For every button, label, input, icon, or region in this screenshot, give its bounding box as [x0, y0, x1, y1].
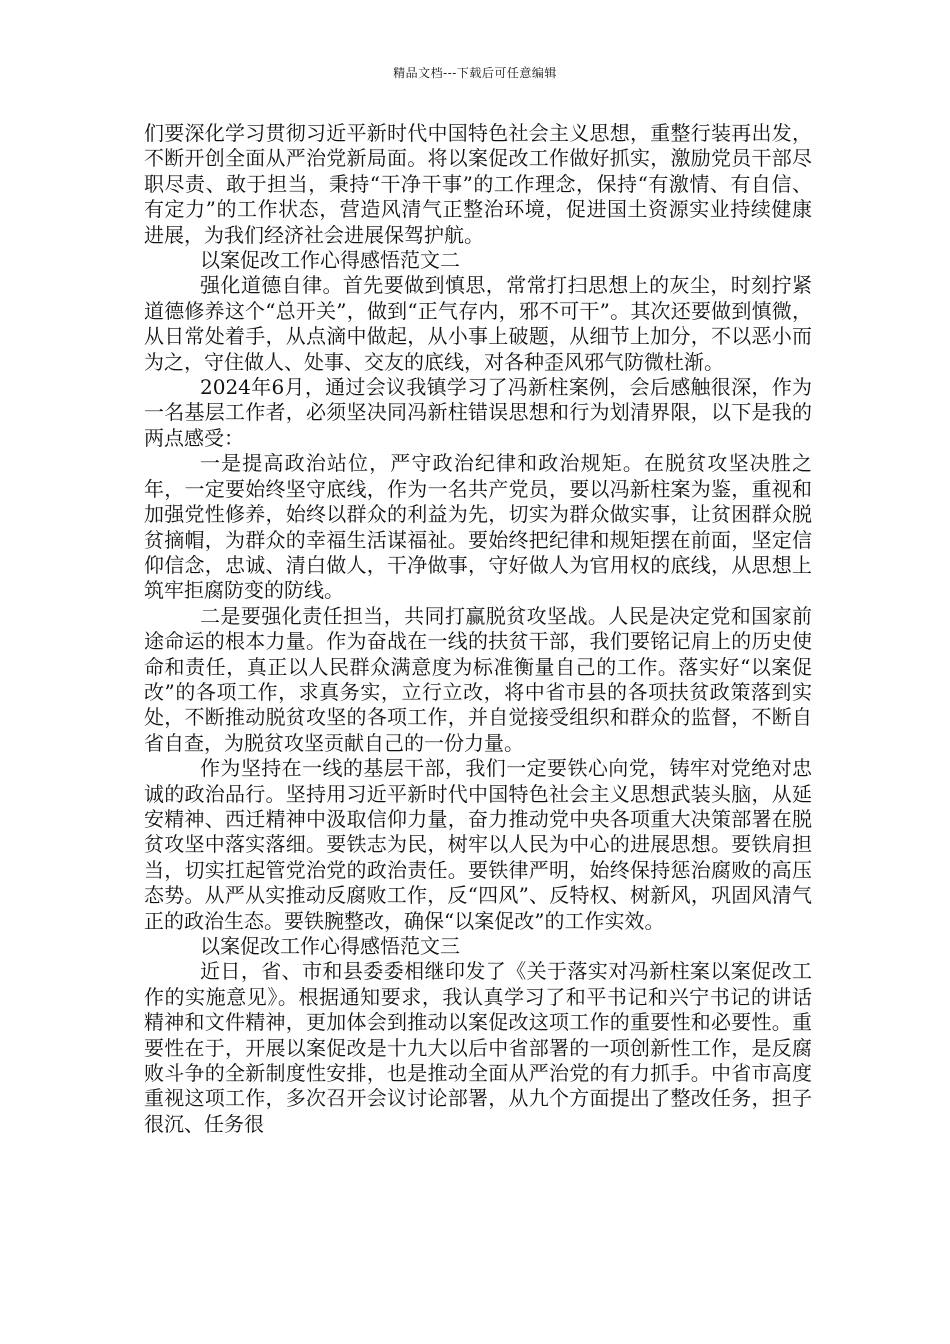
section-heading-2: 以案促改工作心得感悟范文二	[200, 248, 460, 273]
paragraph: 一是提高政治站位，严守政治纪律和政治规矩。在脱贫攻坚决胜之年，一定要始终坚守底线，作为一名共产党员，要以冯新柱案为鉴，重视和加强党性修养，始终以群众的利益为先，切实为群众做实事，让贫困群众脱贫摘帽，为群众的幸福生活谋福祉。要始终把纪律和规矩摆在前面，坚定信仰信念，忠诚、清白做人，干净做事，守好做人为官用权的底线，从思想上筑牢拒腐防变的防线。	[144, 451, 812, 603]
paragraph: 作为坚持在一线的基层干部，我们一定要铁心向党，铸牢对党绝对忠诚的政治品行。坚持用习近平新时代中国特色社会主义思想武装头脑，从延安精神、西迁精神中汲取信仰力量，奋力推动党中央各项重大决策部署在脱贫攻坚中落实落细。要铁志为民，树牢以人民为中心的进展思想。要铁肩担当，切实扛起管党治党的政治责任。要铁律严明，始终保持惩治腐败的高压态势。从严从实推动反腐败工作，反“四风”、反特权、树新风，巩固风清气正的政治生态。要铁腕整改，确保“以案促改”的工作实效。	[144, 756, 812, 933]
document-body	[144, 121, 812, 1137]
paragraph: 2024年6月，通过会议我镇学习了冯新柱案例，会后感触很深，作为一名基层工作者，必须坚决同冯新柱错误思想和行为划清界限，以下是我的两点感受：	[144, 375, 812, 450]
paragraph: 强化道德自律。首先要做到慎思，常常打扫思想上的灰尘，时刻拧紧道德修养这个“总开关”，做到“正气存内，邪不可干”。其次还要做到慎微，从日常处着手，从点滴中做起，从小事上破题，从细节上加分，不以恶小而为之，守住做人、处事、交友的底线，对各种歪风邪气防微杜渐。	[144, 273, 812, 374]
paragraph: 近日，省、市和县委委相继印发了《关于落实对冯新柱案以案促改工作的实施意见》。根据通知要求，我认真学习了和平书记和兴宁书记的讲话精神和文件精神，更加体会到推动以案促改这项工作的重要性和必要性。重要性在于，开展以案促改是十九大以后中省部署的一项创新性工作，是反腐败斗争的全新制度性安排，也是推动全面从严治党的有力抓手。中省市高度重视这项工作，多次召开会议讨论部署，从九个方面提出了整改任务，担子很沉、任务很	[144, 959, 812, 1136]
page-header: 精品文档---下载后可任意编辑	[393, 66, 557, 80]
paragraph-continuation: 们要深化学习贯彻习近平新时代中国特色社会主义思想，重整行装再出发，不断开创全面从严治党新局面。将以案促改工作做好抓实，激励党员干部尽职尽责、敢于担当，秉持“干净干事”的工作理念，保持“有激情、有自信、有定力”的工作状态，营造风清气正整治环境，促进国土资源实业持续健康进展，为我们经济社会进展保驾护航。	[144, 121, 812, 247]
paragraph: 二是要强化责任担当，共同打赢脱贫攻坚战。人民是决定党和国家前途命运的根本力量。作为奋战在一线的扶贫干部，我们要铭记肩上的历史使命和责任，真正以人民群众满意度为标准衡量自己的工作。落实好“以案促改”的各项工作，求真务实，立行立改，将中省市县的各项扶贫政策落到实处，不断推动脱贫攻坚的各项工作，并自觉接受组织和群众的监督，不断自省自查，为脱贫攻坚贡献自己的一份力量。	[144, 603, 812, 755]
section-heading-3: 以案促改工作心得感悟范文三	[200, 934, 460, 958]
